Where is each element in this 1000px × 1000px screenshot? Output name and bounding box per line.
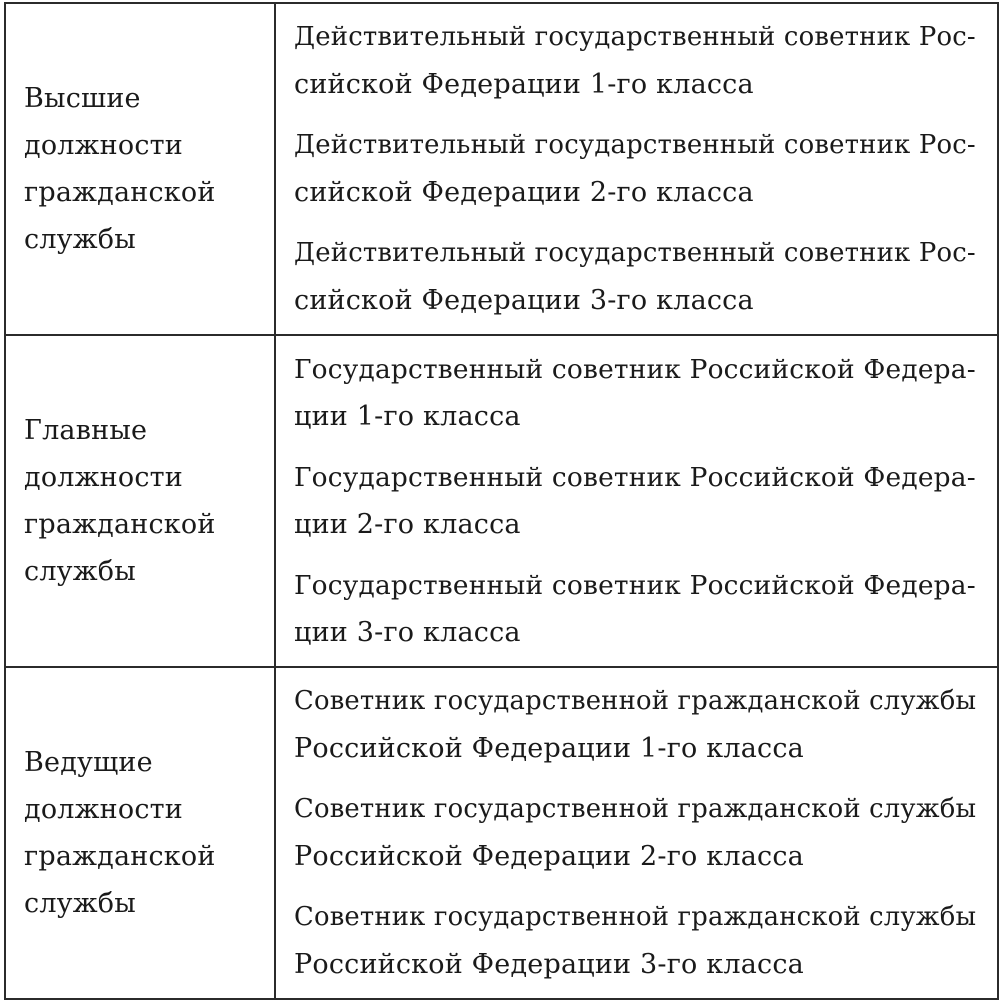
group-title-line: Главные	[24, 415, 148, 446]
rank-line: Государственный советник Российской Федера-	[294, 462, 976, 493]
rank-item	[294, 346, 983, 440]
ranks-cell-main	[275, 335, 998, 667]
rank-line: Российской Федерации 3-го класса	[294, 949, 804, 980]
rank-item	[294, 14, 983, 108]
rank-line: ции 3-го класса	[294, 617, 521, 648]
rank-line: Государственный советник Российской Федера-	[294, 570, 976, 601]
rank-item	[294, 122, 983, 216]
rank-line: Советник государственной гражданской службы	[294, 686, 977, 716]
rank-line: Действительный государственный советник Рос-	[294, 22, 976, 52]
rank-line: Советник государственной гражданской службы	[294, 902, 977, 932]
rank-line: Действительный государственный советник Рос-	[294, 130, 976, 160]
group-title-line: гражданской	[24, 841, 216, 872]
ranks-list	[276, 4, 997, 334]
rank-item	[294, 786, 983, 880]
group-title	[6, 75, 274, 263]
rank-item	[294, 230, 983, 324]
ranks-list	[276, 336, 997, 666]
group-title-line: должности	[24, 462, 183, 493]
group-cell-leading	[5, 667, 275, 999]
rank-line: Советник государственной гражданской службы	[294, 794, 977, 824]
rank-line: ции 2-го класса	[294, 509, 521, 540]
rank-item	[294, 454, 983, 548]
rank-line: Действительный государственный советник Рос-	[294, 238, 976, 268]
table-row-main	[5, 335, 998, 667]
group-cell-main	[5, 335, 275, 667]
ranks-cell-higher	[275, 3, 998, 335]
group-title-line: должности	[24, 130, 183, 161]
rank-item	[294, 894, 983, 988]
rank-line: сийской Федерации 1-го класса	[294, 69, 754, 100]
group-title-line: службы	[24, 888, 136, 919]
group-title	[6, 407, 274, 595]
ranks-list	[276, 668, 997, 998]
ranks-table	[4, 2, 999, 1000]
group-title-line: гражданской	[24, 177, 216, 208]
rank-line: сийской Федерации 2-го класса	[294, 177, 754, 208]
rank-line: Российской Федерации 2-го класса	[294, 841, 804, 872]
rank-item	[294, 562, 983, 656]
table-row-higher	[5, 3, 998, 335]
table-row-leading	[5, 667, 998, 999]
group-title-line: службы	[24, 556, 136, 587]
rank-item	[294, 678, 983, 772]
ranks-cell-leading	[275, 667, 998, 999]
group-title-line: Высшие	[24, 83, 141, 114]
group-cell-higher	[5, 3, 275, 335]
rank-line: Государственный советник Российской Федера-	[294, 354, 976, 385]
group-title	[6, 739, 274, 927]
group-title-line: гражданской	[24, 509, 216, 540]
rank-line: сийской Федерации 3-го класса	[294, 285, 754, 316]
group-title-line: должности	[24, 794, 183, 825]
rank-line: Российской Федерации 1-го класса	[294, 733, 804, 764]
group-title-line: Ведущие	[24, 747, 153, 778]
group-title-line: службы	[24, 224, 136, 255]
rank-line: ции 1-го класса	[294, 401, 521, 432]
